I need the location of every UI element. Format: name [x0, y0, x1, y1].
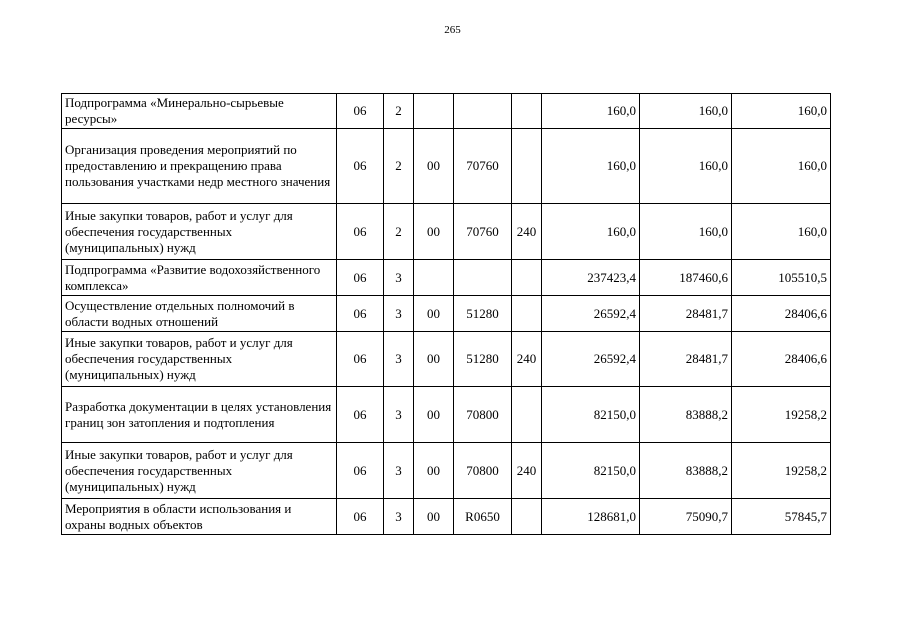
row-name: Разработка документации в целях установления границ зон затопления и подтопления: [62, 387, 337, 443]
amount-year-3: 105510,5: [732, 260, 831, 296]
amount-year-1: 82150,0: [542, 443, 640, 499]
expense-type-code: [512, 94, 542, 129]
amount-year-2: 187460,6: [640, 260, 732, 296]
subprogram-code: 3: [384, 260, 414, 296]
target-code: 70800: [454, 443, 512, 499]
target-code: 51280: [454, 296, 512, 332]
target-code: [454, 260, 512, 296]
amount-year-1: 160,0: [542, 204, 640, 260]
amount-year-3: 160,0: [732, 204, 831, 260]
table-row: [62, 332, 831, 387]
amount-year-3: 57845,7: [732, 499, 831, 535]
amount-year-2: 160,0: [640, 204, 732, 260]
group-code: 00: [414, 443, 454, 499]
amount-year-1: 160,0: [542, 94, 640, 129]
subprogram-code: 2: [384, 94, 414, 129]
target-code: 70760: [454, 129, 512, 204]
amount-year-2: 83888,2: [640, 387, 732, 443]
expense-type-code: [512, 129, 542, 204]
target-code: R0650: [454, 499, 512, 535]
expense-type-code: [512, 260, 542, 296]
group-code: 00: [414, 387, 454, 443]
amount-year-2: 160,0: [640, 129, 732, 204]
budget-table-body: [62, 94, 831, 535]
subprogram-code: 2: [384, 204, 414, 260]
amount-year-1: 26592,4: [542, 296, 640, 332]
row-name: Мероприятия в области использования и охраны водных объектов: [62, 499, 337, 535]
target-code: 51280: [454, 332, 512, 387]
expense-type-code: 240: [512, 204, 542, 260]
amount-year-1: 82150,0: [542, 387, 640, 443]
target-code: 70800: [454, 387, 512, 443]
expense-type-code: [512, 499, 542, 535]
table-row: [62, 129, 831, 204]
amount-year-3: 160,0: [732, 129, 831, 204]
section-code: 06: [337, 443, 384, 499]
expense-type-code: [512, 296, 542, 332]
expense-type-code: 240: [512, 443, 542, 499]
row-name: Подпрограмма «Развитие водохозяйственного комплекса»: [62, 260, 337, 296]
table-row: [62, 499, 831, 535]
table-row: [62, 94, 831, 129]
section-code: 06: [337, 332, 384, 387]
table-row: [62, 387, 831, 443]
group-code: 00: [414, 499, 454, 535]
amount-year-1: 26592,4: [542, 332, 640, 387]
subprogram-code: 3: [384, 387, 414, 443]
target-code: 70760: [454, 204, 512, 260]
amount-year-3: 19258,2: [732, 443, 831, 499]
subprogram-code: 2: [384, 129, 414, 204]
amount-year-2: 28481,7: [640, 332, 732, 387]
group-code: [414, 260, 454, 296]
row-name: Иные закупки товаров, работ и услуг для обеспечения государственных (муниципальных) нужд: [62, 443, 337, 499]
section-code: 06: [337, 129, 384, 204]
section-code: 06: [337, 499, 384, 535]
section-code: 06: [337, 94, 384, 129]
subprogram-code: 3: [384, 296, 414, 332]
amount-year-1: 128681,0: [542, 499, 640, 535]
subprogram-code: 3: [384, 332, 414, 387]
table-row: [62, 296, 831, 332]
group-code: [414, 94, 454, 129]
amount-year-2: 28481,7: [640, 296, 732, 332]
amount-year-3: 160,0: [732, 94, 831, 129]
amount-year-1: 160,0: [542, 129, 640, 204]
table-row: [62, 443, 831, 499]
table-row: [62, 260, 831, 296]
table-row: [62, 204, 831, 260]
amount-year-3: 19258,2: [732, 387, 831, 443]
section-code: 06: [337, 296, 384, 332]
amount-year-2: 160,0: [640, 94, 732, 129]
group-code: 00: [414, 204, 454, 260]
page-number: 265: [444, 24, 461, 36]
row-name: Иные закупки товаров, работ и услуг для обеспечения государственных (муниципальных) нужд: [62, 204, 337, 260]
amount-year-3: 28406,6: [732, 332, 831, 387]
group-code: 00: [414, 129, 454, 204]
amount-year-2: 75090,7: [640, 499, 732, 535]
amount-year-1: 237423,4: [542, 260, 640, 296]
row-name: Осуществление отдельных полномочий в области водных отношений: [62, 296, 337, 332]
subprogram-code: 3: [384, 443, 414, 499]
section-code: 06: [337, 204, 384, 260]
row-name: Организация проведения мероприятий по предоставлению и прекращению права пользования участками недр местного значения: [62, 129, 337, 204]
section-code: 06: [337, 387, 384, 443]
row-name: Подпрограмма «Минерально-сырьевые ресурсы»: [62, 94, 337, 129]
expense-type-code: [512, 387, 542, 443]
subprogram-code: 3: [384, 499, 414, 535]
group-code: 00: [414, 296, 454, 332]
target-code: [454, 94, 512, 129]
expense-type-code: 240: [512, 332, 542, 387]
budget-table: [61, 93, 831, 535]
amount-year-2: 83888,2: [640, 443, 732, 499]
row-name: Иные закупки товаров, работ и услуг для обеспечения государственных (муниципальных) нужд: [62, 332, 337, 387]
amount-year-3: 28406,6: [732, 296, 831, 332]
group-code: 00: [414, 332, 454, 387]
section-code: 06: [337, 260, 384, 296]
